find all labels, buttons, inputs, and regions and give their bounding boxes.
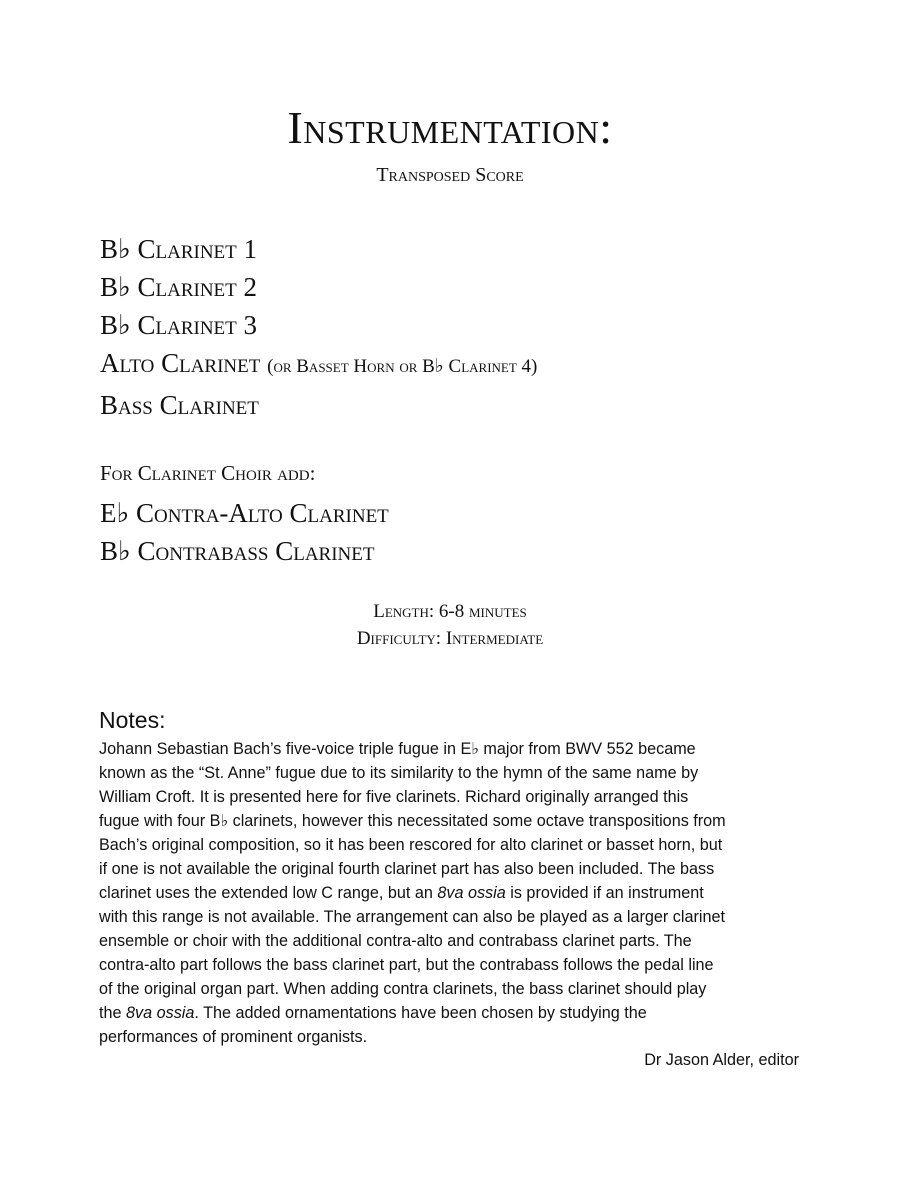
instrument-bass-clarinet <box>100 386 800 424</box>
notes-line <box>99 929 804 953</box>
notes-italic-text: 8va ossia <box>437 884 506 902</box>
instrument-label: Bass Clarinet <box>100 390 259 420</box>
instrument-label: B♭ Clarinet 2 <box>100 272 258 302</box>
editor-signature: Dr Jason Alder, editor <box>644 1051 799 1069</box>
notes-text: performances of prominent organists. <box>99 1028 368 1046</box>
notes-italic-text: 8va ossia <box>126 1004 195 1022</box>
notes-line <box>99 809 804 833</box>
notes-text: ensemble or choir with the additional contra-alto and contrabass clarinet parts. The <box>99 932 692 950</box>
difficulty-info: Difficulty: Intermediate <box>356 628 544 649</box>
notes-line <box>99 1025 804 1049</box>
instrument-alto-clarinet <box>100 344 800 386</box>
notes-line <box>99 761 804 785</box>
notes-text: Bach’s original composition, so it has been rescored for alto clarinet or basset horn, but <box>99 836 723 854</box>
page-title: Instrumentation: <box>287 102 613 153</box>
notes-line <box>99 977 804 1001</box>
notes-line <box>99 857 804 881</box>
notes-text: is provided if an instrument <box>505 884 704 902</box>
notes-line <box>99 905 804 929</box>
instrument-clarinet-1 <box>100 230 800 268</box>
instrument-contrabass-clarinet: B♭ Contrabass Clarinet <box>100 536 375 566</box>
notes-text: of the original organ part. When adding contra clarinets, the bass clarinet should play <box>99 980 707 998</box>
notes-text: contra-alto part follows the bass clarinet part, but the contrabass follows the pedal line <box>99 956 714 974</box>
clarinet-choir-section <box>100 456 800 570</box>
notes-line <box>99 785 804 809</box>
instrument-note: (or Basset Horn or B♭ Clarinet 4) <box>267 356 538 377</box>
notes-text: . The added ornamentations have been chosen by studying the <box>194 1004 647 1022</box>
notes-text: if one is not available the original fourth clarinet part has also been included. The bass <box>99 860 715 878</box>
length-info: Length: 6-8 minutes <box>373 601 527 622</box>
instrument-label: Alto Clarinet <box>100 348 261 378</box>
instrument-list <box>100 230 800 424</box>
notes-line <box>99 737 804 761</box>
notes-text: the <box>99 1004 127 1022</box>
notes-text: William Croft. It is presented here for five clarinets. Richard originally arranged this <box>99 788 689 806</box>
instrument-clarinet-2 <box>100 268 800 306</box>
notes-heading: Notes: <box>99 707 166 733</box>
notes-line <box>99 881 804 905</box>
notes-text: clarinet uses the extended low C range, but an <box>99 884 438 902</box>
piece-info <box>0 598 900 652</box>
instrument-label: B♭ Clarinet 3 <box>100 310 258 340</box>
instrument-contra-alto-clarinet: E♭ Contra-Alto Clarinet <box>100 498 389 528</box>
page-subtitle: Transposed Score <box>376 164 524 186</box>
choir-heading: For Clarinet Choir add: <box>100 461 316 485</box>
instrument-label: B♭ Clarinet 1 <box>100 234 258 264</box>
notes-text: with this range is not available. The arrangement can also be played as a larger clarinet <box>99 908 725 926</box>
instrument-clarinet-3 <box>100 306 800 344</box>
notes-text: known as the “St. Anne” fugue due to its similarity to the hymn of the same name by <box>99 764 699 782</box>
notes-line <box>99 953 804 977</box>
notes-text: Johann Sebastian Bach’s five-voice triple fugue in E♭ major from BWV 552 became <box>99 740 696 758</box>
notes-line <box>99 833 804 857</box>
notes-line <box>99 1001 804 1025</box>
notes-paragraph <box>99 737 804 1049</box>
notes-text: fugue with four B♭ clarinets, however this necessitated some octave transpositions from <box>99 812 726 830</box>
